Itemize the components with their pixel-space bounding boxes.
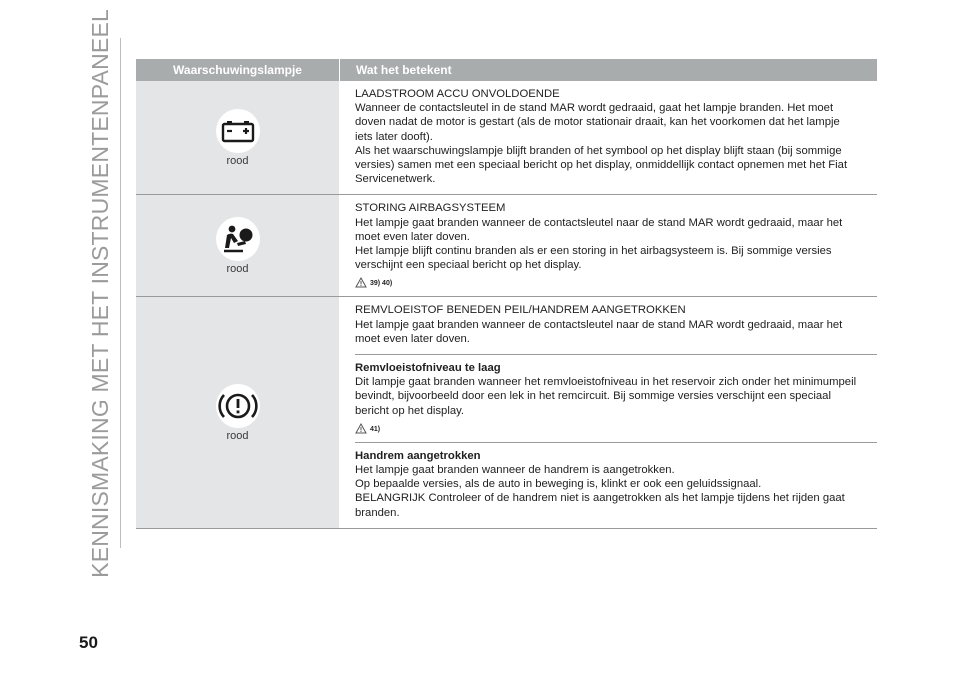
lamp-color-label: rood [226,262,249,275]
meaning-cell [339,297,877,527]
section-heading: STORING AIRBAGSYSTEEM [355,202,506,215]
table-row [136,297,877,528]
meaning-section [355,81,877,194]
section-subheading: Handrem aangetrokken [355,449,481,462]
section-heading: REMVLOEISTOF BENEDEN PEIL/HANDREM AANGETROKKEN [355,304,686,317]
battery-icon [216,109,260,153]
meaning-cell [339,195,877,296]
lamp-cell [136,195,339,296]
lamp-cell [136,81,339,194]
body-line: BELANGRIJK Controleer of de handrem niet is aangetrokken als het lampje tijdens het rijden gaat [355,492,845,505]
body-line: branden. [355,506,400,519]
body-line: Servicenetwerk. [355,173,436,186]
warning-reference [355,420,877,434]
warning-refs: 41) [370,425,381,433]
body-line: versies) samen met een speciaal bericht op het display, onmiddellijk contact opnemen met het Fiat [355,159,848,172]
meaning-section [355,442,877,528]
warning-triangle-icon [355,277,367,288]
body-line: moet even later doven. [355,332,470,345]
body-line: Als het waarschuwingslampje blijft branden of het symbool op het display blijft staan (bij sommige [355,144,842,157]
table-header [136,59,877,81]
body-line: bericht op het display. [355,404,465,417]
section-side-title [83,8,117,578]
body-line: Het lampje blijft continu branden als er een storing in het airbagsysteem is. Bij sommige versies [355,245,832,258]
airbag-icon [216,217,260,261]
warning-lights-table [136,59,877,529]
header-meaning: Wat het betekent [339,59,877,81]
lamp-cell [136,297,339,527]
body-line: verschijnt een speciaal bericht op het display. [355,259,582,272]
body-line: iets later dooft). [355,130,433,143]
body-line: Het lampje gaat branden wanneer de handrem is aangetrokken. [355,464,675,477]
section-heading: LAADSTROOM ACCU ONVOLDOENDE [355,88,560,100]
side-divider [120,38,121,548]
meaning-section [355,297,877,354]
body-line: doven nadat de motor is gestart (als de motor stationair draait, kan het voorkomen dat het lampje [355,116,840,129]
header-lamp: Waarschuwingslampje [173,63,302,77]
table-body [136,81,877,529]
warning-refs: 39) 40) [370,280,393,288]
section-subheading: Remvloeistofniveau te laag [355,362,501,375]
body-line: Op bepaalde versies, als de auto in beweging is, klinkt er ook een geluidssignaal. [355,478,762,491]
body-line: Het lampje gaat branden wanneer de contactsleutel naar de stand MAR wordt gedraaid, maar het [355,216,843,229]
meaning-cell [339,81,877,194]
table-row [136,81,877,195]
brake-warning-icon [216,384,260,428]
page-number: 50 [79,633,98,652]
body-line: moet even later doven. [355,230,470,243]
meaning-section [355,195,877,296]
body-line: Het lampje gaat branden wanneer de contactsleutel naar de stand MAR wordt gedraaid, maar het [355,318,843,331]
lamp-color-label: rood [226,429,249,442]
side-title-text: KENNISMAKING MET HET INSTRUMENTENPANEEL [86,8,113,578]
lamp-color-label: rood [226,154,249,167]
warning-reference [355,274,877,288]
table-row [136,195,877,297]
meaning-section [355,354,877,442]
warning-triangle-icon [355,423,367,434]
body-line: Wanneer de contactsleutel in de stand MAR wordt gedraaid, gaat het lampje branden. Het moet [355,102,834,115]
body-line: Dit lampje gaat branden wanneer het remvloeistofniveau in het reservoir zich onder het minimumpeil [355,376,857,389]
body-line: bevindt, bijvoorbeeld door een lek in het remcircuit. Bij sommige versies verschijnt een speciaal [355,390,831,403]
